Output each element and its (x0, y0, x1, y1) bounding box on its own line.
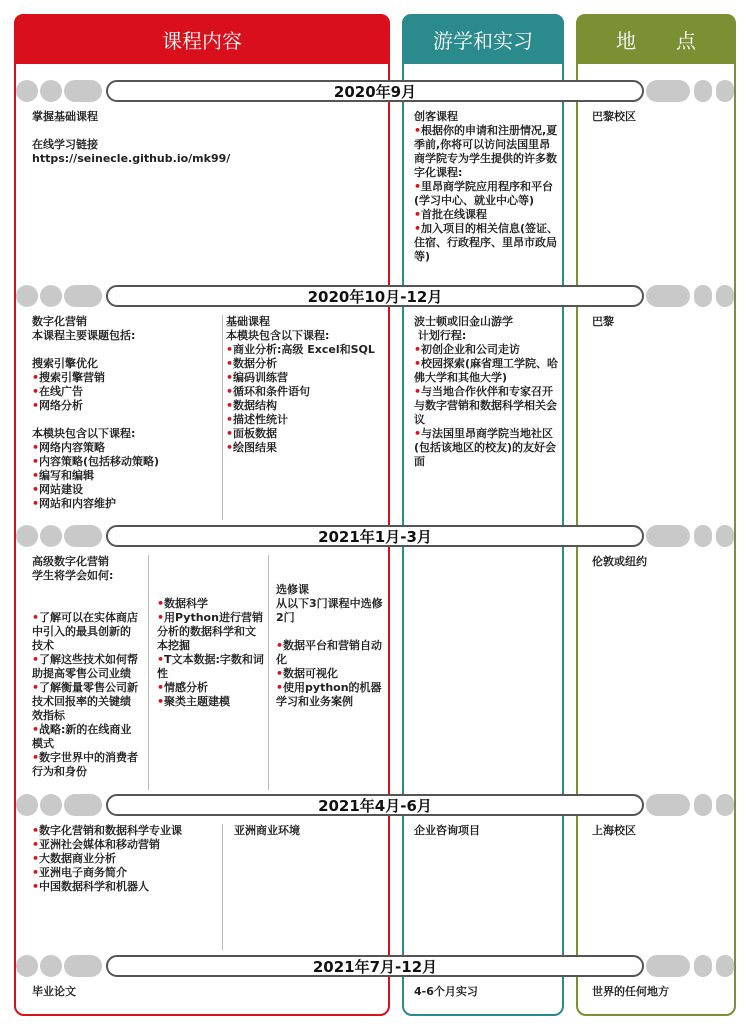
period-label: 2020年9月 (106, 80, 644, 102)
location-content: 上海校区 (592, 824, 636, 837)
decor-pill (40, 285, 62, 307)
bullet-dot: • (226, 441, 234, 454)
location-column (576, 14, 736, 1016)
bullet-dot: • (157, 611, 165, 624)
course-content: 亚洲商业环境 (234, 824, 300, 837)
decor-pill (646, 525, 690, 547)
bullet-dot: • (32, 824, 40, 837)
decor-pill (64, 955, 102, 977)
course-header: 课程内容 (14, 14, 390, 64)
bullet-dot: • (32, 483, 40, 496)
period-label: 2021年7月-12月 (106, 955, 644, 977)
bullet-dot: • (414, 180, 422, 193)
decor-pill (716, 794, 734, 816)
decor-pill (64, 285, 102, 307)
location-content: 伦敦或纽约 (592, 555, 647, 568)
decor-pill (694, 285, 712, 307)
travel-content: 企业咨询项目 (414, 824, 480, 837)
bullet-dot: • (414, 427, 422, 440)
bullet-dot: • (414, 124, 422, 137)
course-content: 掌握基础课程 在线学习链接 https://seinecle.github.io/mk99/ (32, 110, 231, 165)
decor-pill (694, 525, 712, 547)
course-content: •数据科学 •用Python进行营销分析的数据科学和文本挖掘 •T文本数据:字数和词性 •情感分析 •聚类主题建模 (157, 597, 264, 708)
decor-pill (64, 525, 102, 547)
bullet-dot: • (157, 681, 165, 694)
decor-pill (716, 285, 734, 307)
location-content: 世界的任何地方 (592, 985, 669, 998)
bullet-dot: • (414, 385, 422, 398)
decor-pill (716, 80, 734, 102)
course-content: 高级数字化营销 学生将学会如何: •了解可以在实体商店中引入的最具创新的技术 •了解这些技术如何帮助提高零售公司业绩 •了解衡量零售公司新技术回报率的关键绩效指标 •战略:新的在线商业模式 •数字世界中的消费者行为和身份 (32, 555, 139, 778)
bullet-dot: • (157, 597, 165, 610)
decor-pill (16, 955, 38, 977)
decor-pill (716, 525, 734, 547)
period-label: 2021年1月-3月 (106, 525, 644, 547)
location-header: 地 点 (576, 14, 736, 64)
bullet-dot: • (32, 866, 40, 879)
bullet-dot: • (276, 639, 284, 652)
bullet-dot: • (32, 653, 40, 666)
bullet-dot: • (32, 455, 40, 468)
bullet-dot: • (157, 653, 165, 666)
decor-pill (646, 794, 690, 816)
bullet-dot: • (276, 681, 284, 694)
bullet-dot: • (32, 497, 40, 510)
decor-pill (16, 794, 38, 816)
bullet-dot: • (226, 413, 234, 426)
bullet-dot: • (414, 343, 422, 356)
bullet-dot: • (32, 723, 40, 736)
bullet-dot: • (32, 441, 40, 454)
bullet-dot: • (226, 371, 234, 384)
decor-pill (64, 80, 102, 102)
location-content: 巴黎校区 (592, 110, 636, 123)
decor-pill (646, 80, 690, 102)
course-content: 毕业论文 (32, 985, 76, 998)
travel-content: 4-6个月实习 (414, 985, 478, 998)
decor-pill (16, 525, 38, 547)
bullet-dot: • (414, 357, 422, 370)
bullet-dot: • (414, 208, 422, 221)
column-divider (222, 315, 223, 520)
bullet-dot: • (32, 385, 40, 398)
bullet-dot: • (32, 469, 40, 482)
column-divider (268, 555, 269, 790)
decor-pill (64, 794, 102, 816)
decor-pill (646, 955, 690, 977)
bullet-dot: • (32, 751, 40, 764)
decor-pill (646, 285, 690, 307)
decor-pill (694, 80, 712, 102)
decor-pill (716, 955, 734, 977)
bullet-dot: • (32, 399, 40, 412)
course-content: 选修课 从以下3门课程中选修2门 •数据平台和营销自动化 •数据可视化 •使用python的机器学习和业务案例 (276, 583, 383, 708)
bullet-dot: • (226, 385, 234, 398)
bullet-dot: • (32, 371, 40, 384)
bullet-dot: • (157, 695, 165, 708)
period-label: 2021年4月-6月 (106, 794, 644, 816)
bullet-dot: • (226, 427, 234, 440)
decor-pill (40, 955, 62, 977)
bullet-dot: • (226, 343, 234, 356)
bullet-dot: • (276, 667, 284, 680)
decor-pill (40, 80, 62, 102)
decor-pill (694, 955, 712, 977)
bullet-dot: • (32, 681, 40, 694)
column-divider (222, 824, 223, 950)
decor-pill (16, 80, 38, 102)
decor-pill (694, 794, 712, 816)
course-content: •数字化营销和数据科学专业课 •亚洲社会媒体和移动营销 •大数据商业分析 •亚洲电子商务简介 •中国数据科学和机器人 (32, 824, 183, 893)
bullet-dot: • (32, 880, 40, 893)
travel-header: 游学和实习 (402, 14, 564, 64)
bullet-dot: • (226, 357, 234, 370)
decor-pill (16, 285, 38, 307)
bullet-dot: • (32, 852, 40, 865)
location-content: 巴黎 (592, 315, 614, 328)
bullet-dot: • (32, 838, 40, 851)
bullet-dot: • (32, 611, 40, 624)
decor-pill (40, 525, 62, 547)
course-content: 数字化营销 本课程主要课题包括: 搜索引擎优化 •搜索引擎营销 •在线广告 •网络分析 本模块包含以下课程: •网络内容策略 •内容策略(包括移动策略) •编写和编辑 •网站建设 •网站和内容维护 (32, 315, 160, 510)
decor-pill (40, 794, 62, 816)
course-content: 基础课程 本模块包含以下课程: •商业分析:高级 Excel和SQL •数据分析 •编码训练营 •循环和条件语句 •数据结构 •描述性统计 •面板数据 •绘图结果 (226, 315, 375, 454)
period-label: 2020年10月-12月 (106, 285, 644, 307)
travel-content: 波士顿或旧金山游学 计划行程: •初创企业和公司走访 •校园探索(麻省理工学院、哈佛大学和其他大学) •与当地合作伙伴和专家召开与数字营销和数据科学相关会议 •与法国里昂商学院当地社区(包括该地区的校友)的友好会面 (414, 315, 559, 468)
column-divider (148, 555, 149, 790)
bullet-dot: • (414, 222, 422, 235)
travel-content: 创客课程 •根据你的申请和注册情况,夏季前,你将可以访问法国里昂商学院专为学生提供的许多数字化课程: •里昂商学院应用程序和平台(学习中心、就业中心等) •首批在线课程 •加入项目的相关信息(签证、住宿、行政程序、里昂市政局 等) (414, 110, 561, 263)
bullet-dot: • (226, 399, 234, 412)
